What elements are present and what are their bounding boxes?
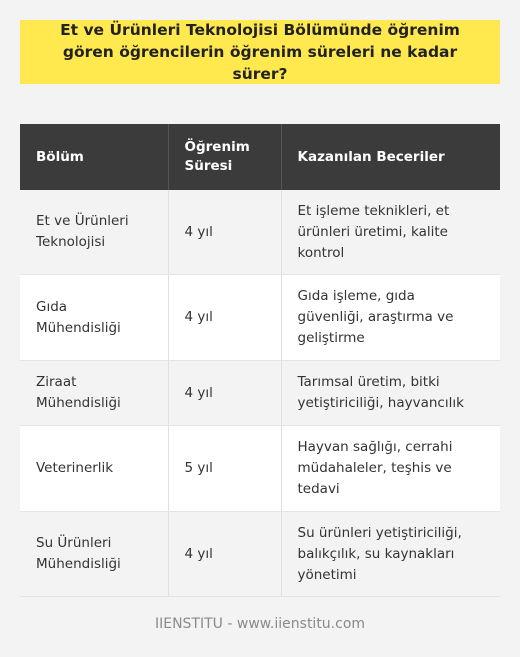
table-row [20,190,500,275]
table-row [20,275,500,361]
skills-cell: Su ürünleri yetiştiriciliği, balıkçılık, su kaynakları yönetimi [281,512,500,597]
table-header-row [20,124,500,190]
skills-cell: Et işleme teknikleri, et ürünleri üretimi, kalite kontrol [281,190,500,275]
column-header-duration: Öğrenim Süresi [168,124,281,190]
department-cell: Et ve Ürünleri Teknolojisi [20,190,168,275]
table-row [20,361,500,426]
duration-cell: 5 yıl [168,426,281,512]
data-table-container [20,124,500,597]
duration-cell: 4 yıl [168,512,281,597]
footer-credit: IIENSTITU - www.iienstitu.com [154,616,366,632]
page-title: Et ve Ürünleri Teknolojisi Bölümünde öğrenim gören öğrencilerin öğrenim süreleri ne kadar sürer? [60,21,460,83]
department-cell: Ziraat Mühendisliği [20,361,168,426]
duration-cell: 4 yıl [168,361,281,426]
table-row [20,426,500,512]
skills-cell: Hayvan sağlığı, cerrahi müdahaleler, teşhis ve tedavi [281,426,500,512]
skills-cell: Tarımsal üretim, bitki yetiştiriciliği, hayvancılık [281,361,500,426]
duration-cell: 4 yıl [168,190,281,275]
skills-cell: Gıda işleme, gıda güvenliği, araştırma ve geliştirme [281,275,500,361]
department-cell: Su Ürünleri Mühendisliği [20,512,168,597]
table-row [20,512,500,597]
department-cell: Veterinerlik [20,426,168,512]
column-header-skills: Kazanılan Beceriler [281,124,500,190]
title-banner [20,20,500,84]
column-header-department: Bölüm [20,124,168,190]
duration-cell: 4 yıl [168,275,281,361]
data-table [20,124,500,597]
department-cell: Gıda Mühendisliği [20,275,168,361]
